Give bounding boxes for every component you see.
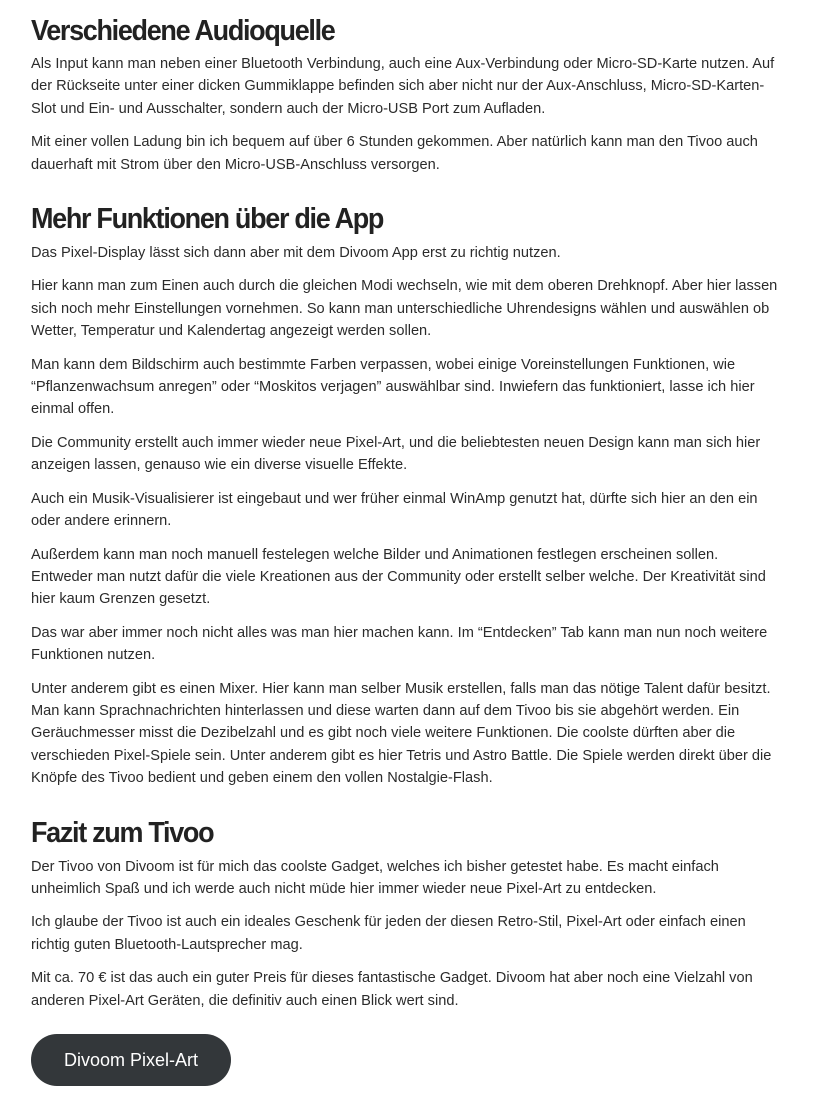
divoom-pixel-art-button[interactable]: Divoom Pixel-Art — [31, 1034, 231, 1086]
paragraph: Das Pixel-Display lässt sich dann aber mit dem Divoom App erst zu richtig nutzen. — [31, 245, 561, 262]
paragraph: Ich glaube der Tivoo ist auch ein ideales Geschenk für jeden der diesen Retro-Stil, Pixel-Art oder einfach einen richtig guten Bluetooth-Lautsprecher mag. — [31, 914, 746, 953]
paragraph: Man kann dem Bildschirm auch bestimmte Farben verpassen, wobei einige Voreinstellungen Funktionen, wie “Pflanzenwachsum anregen” oder “Moskitos verjagen” auswählbar sind. Inwiefern das funktioniert, lasse ich hier einmal offen. — [31, 356, 755, 418]
section-heading-fazit: Fazit zum Tivoo — [31, 816, 214, 849]
paragraph: Mit einer vollen Ladung bin ich bequem auf über 6 Stunden gekommen. Aber natürlich kann man den Tivoo auch dauerhaft mit Strom über den Micro-USB-Anschluss versorgen. — [31, 134, 758, 173]
paragraph: Außerdem kann man noch manuell festelegen welche Bilder und Animationen festlegen erscheinen sollen. Entweder man nutzt dafür die viele Kreationen aus der Community oder erstellt selber welche. Der Kreativität sind hier kaum Grenzen gesetzt. — [31, 546, 766, 608]
paragraph: Auch ein Musik-Visualisierer ist eingebaut und wer früher einmal WinAmp genutzt hat, dürfte sich hier an den ein oder andere erinnern. — [31, 490, 758, 530]
section-heading-audioquelle: Verschiedene Audioquelle — [31, 15, 335, 47]
paragraph: Hier kann man zum Einen auch durch die gleichen Modi wechseln, wie mit dem oberen Drehknopf. Aber hier lassen sich noch mehr Einstellungen vornehmen. So kann man unterschiedliche Uhrendesigns wählen und auswählen ob Wetter, Temperatur und Kalendertag angezeigt werden sollen. — [31, 278, 778, 340]
paragraph: Das war aber immer noch nicht alles was man hier machen kann. Im “Entdecken” Tab kann man nun noch weitere Funktionen nutzen. — [31, 624, 768, 664]
paragraph: Die Community erstellt auch immer wieder neue Pixel-Art, und die beliebtesten neuen Design kann man sich hier anzeigen lassen, genauso wie ein diverse visuelle Effekte. — [31, 434, 761, 474]
paragraph: Mit ca. 70 € ist das auch ein guter Preis für dieses fantastische Gadget. Divoom hat aber noch eine Vielzahl von anderen Pixel-Art Geräten, die definitiv auch einen Blick wert sind. — [31, 970, 753, 1009]
paragraph: Als Input kann man neben einer Bluetooth Verbindung, auch eine Aux-Verbindung oder Micro-SD-Karte nutzen. Auf der Rückseite unter einer dicken Gummiklappe befinden sich aber nicht nur der Aux-Anschluss, Micro-SD-Karten-Slot und Ein- und Ausschalter, sondern auch der Micro-USB Port zum Aufladen. — [31, 56, 775, 117]
paragraph: Unter anderem gibt es einen Mixer. Hier kann man selber Musik erstellen, falls man das nötige Talent dafür besitzt. Man kann Sprachnachrichten hinterlassen und diese warten dann auf dem Tivoo bis sie abgehört werden. Ein Geräuchmesser misst die Dezibelzahl und es gibt noch viele weitere Funktionen. Die coolste dürften aber die verschieden Pixel-Spiele sein. Unter anderem gibt es hier Tetris und Astro Battle. Die Spiele werden direkt über die Knöpfe des Tivoo bedient und geben einem den vollen Nostalgie-Flash. — [31, 680, 772, 787]
section-heading-app-funktionen: Mehr Funktionen über die App — [31, 203, 384, 236]
paragraph: Der Tivoo von Divoom ist für mich das coolste Gadget, welches ich bisher getestet habe. Es macht einfach unheimlich Spaß und ich werde auch nicht müde hier immer wieder neue Pixel-Art zu entdecken. — [31, 858, 719, 897]
article-body — [31, 10, 783, 1012]
